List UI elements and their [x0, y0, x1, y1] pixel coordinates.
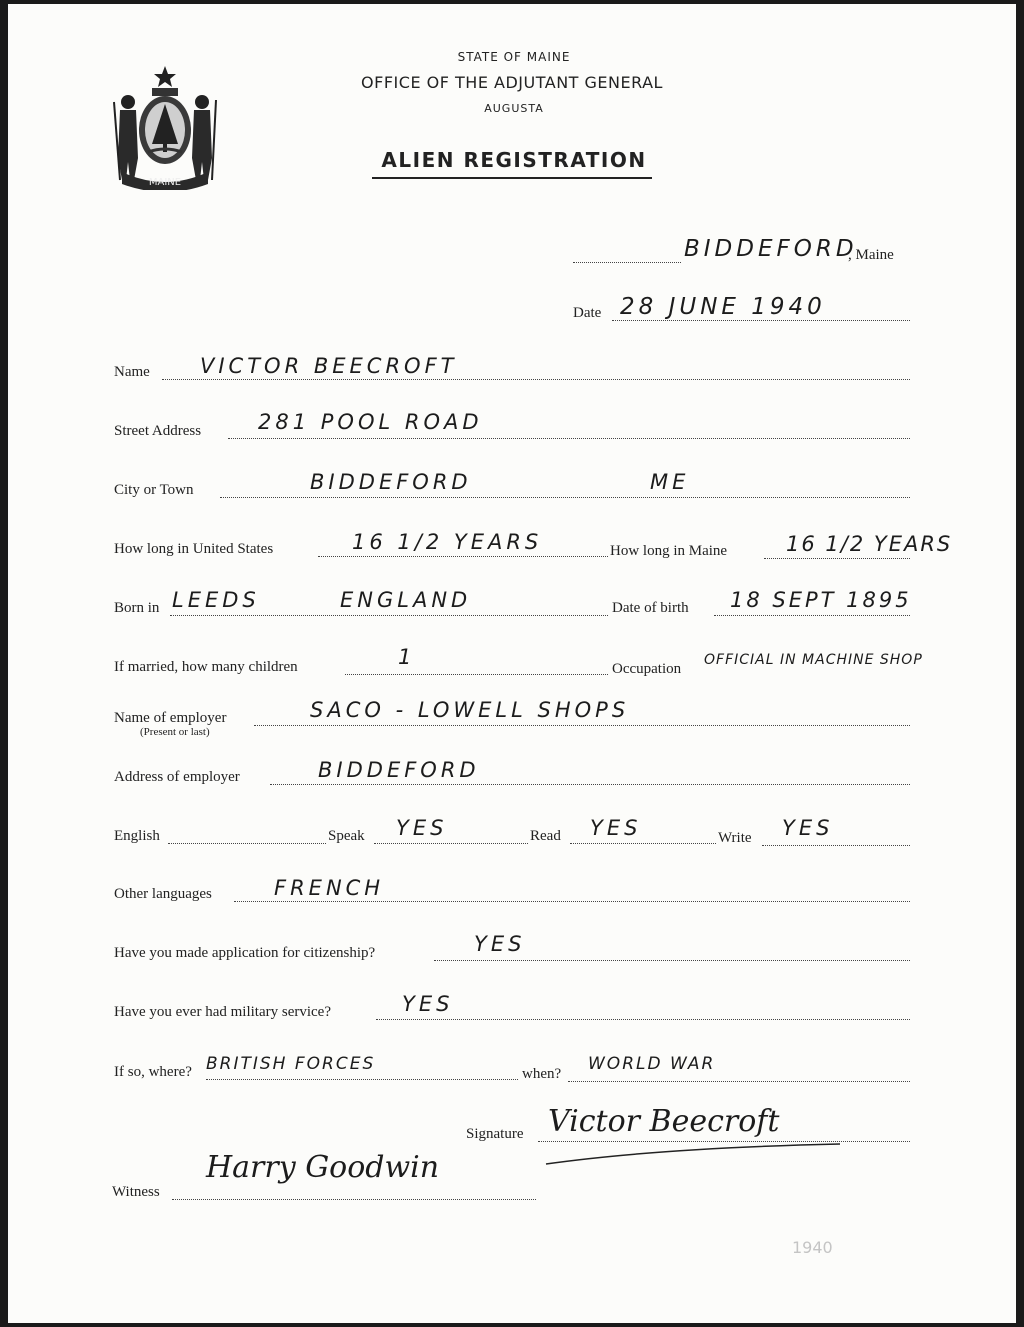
- employer-address-label: Address of employer: [114, 769, 240, 785]
- maine-seal-icon: [108, 62, 222, 190]
- title-underline: [372, 177, 652, 179]
- signature-flourish: [540, 1140, 860, 1170]
- city-line: [220, 497, 910, 498]
- military-line: [376, 1019, 910, 1020]
- employer-sublabel: (Present or last): [140, 726, 210, 738]
- where-label: If so, where?: [114, 1064, 192, 1080]
- name-line: [162, 379, 910, 380]
- citizenship-label: Have you made application for citizenship?: [114, 945, 376, 961]
- write-label: Write: [718, 830, 752, 846]
- when-line: [568, 1081, 910, 1082]
- state-value: ME: [650, 470, 690, 494]
- name-value: VICTOR BEECROFT: [200, 354, 458, 378]
- citizenship-line: [434, 960, 910, 961]
- military-label: Have you ever had military service?: [114, 1004, 331, 1020]
- street-label: Street Address: [114, 423, 202, 439]
- where-line: [206, 1079, 518, 1080]
- name-label: Name: [114, 364, 150, 380]
- employer-label: Name of employer: [114, 710, 227, 726]
- occupation-value: OFFICIAL IN MACHINE SHOP: [704, 652, 923, 668]
- employer-address-line: [270, 784, 910, 785]
- town-suffix: , Maine: [848, 247, 894, 263]
- years-us-value: 16 1/2 YEARS: [352, 530, 543, 554]
- military-value: YES: [402, 992, 454, 1016]
- speak-value: YES: [396, 816, 448, 840]
- years-maine-line: [764, 558, 910, 559]
- office-heading: OFFICE OF THE ADJUTANT GENERAL: [361, 73, 663, 92]
- write-line: [762, 845, 910, 846]
- born-country-value: ENGLAND: [340, 588, 472, 612]
- svg-text:MAINE: MAINE: [148, 177, 182, 188]
- born-line: [170, 615, 608, 616]
- signature-value: Victor Beecroft: [548, 1104, 780, 1139]
- date-label: Date: [573, 305, 602, 321]
- witness-label: Witness: [112, 1184, 160, 1200]
- read-line: [570, 843, 716, 844]
- read-label: Read: [530, 828, 561, 844]
- employer-line: [254, 725, 910, 726]
- date-value: 28 JUNE 1940: [620, 294, 826, 320]
- form-title: ALIEN REGISTRATION: [381, 148, 647, 172]
- street-value: 281 POOL ROAD: [258, 410, 483, 434]
- signature-label: Signature: [466, 1126, 524, 1142]
- born-label: Born in: [114, 600, 160, 616]
- employer-value: SACO - LOWELL SHOPS: [310, 698, 630, 722]
- town-value: BIDDEFORD: [684, 236, 858, 262]
- read-value: YES: [590, 816, 642, 840]
- date-line: [612, 320, 910, 321]
- write-value: YES: [782, 816, 834, 840]
- dob-label: Date of birth: [612, 600, 689, 616]
- city-heading: AUGUSTA: [484, 102, 544, 115]
- children-label: If married, how many children: [114, 659, 298, 675]
- dob-line: [714, 615, 910, 616]
- children-value: 1: [398, 645, 416, 669]
- children-line: [345, 674, 608, 675]
- witness-value: Harry Goodwin: [206, 1150, 440, 1185]
- witness-line: [172, 1199, 536, 1200]
- years-us-label: How long in United States: [114, 541, 274, 557]
- born-city-value: LEEDS: [172, 588, 260, 612]
- when-value: WORLD WAR: [588, 1054, 716, 1074]
- city-value: BIDDEFORD: [310, 470, 472, 494]
- english-label: English: [114, 828, 160, 844]
- state-heading: STATE OF MAINE: [457, 50, 571, 64]
- speak-line: [374, 843, 528, 844]
- other-languages-line: [234, 901, 910, 902]
- speak-label: Speak: [328, 828, 365, 844]
- other-languages-value: FRENCH: [274, 876, 385, 900]
- town-dotted-line: [573, 262, 681, 263]
- city-label: City or Town: [114, 482, 194, 498]
- faint-stamp: 1940: [792, 1238, 833, 1257]
- where-value: BRITISH FORCES: [206, 1054, 376, 1074]
- employer-address-value: BIDDEFORD: [318, 758, 480, 782]
- other-languages-label: Other languages: [114, 886, 212, 902]
- english-line: [168, 843, 326, 844]
- years-maine-label: How long in Maine: [610, 543, 728, 559]
- when-label: when?: [522, 1066, 562, 1082]
- citizenship-value: YES: [474, 932, 526, 956]
- years-maine-value: 16 1/2 YEARS: [786, 532, 953, 556]
- occupation-label: Occupation: [612, 661, 682, 677]
- dob-value: 18 SEPT 1895: [730, 588, 912, 612]
- street-line: [228, 438, 910, 439]
- years-us-line: [318, 556, 608, 557]
